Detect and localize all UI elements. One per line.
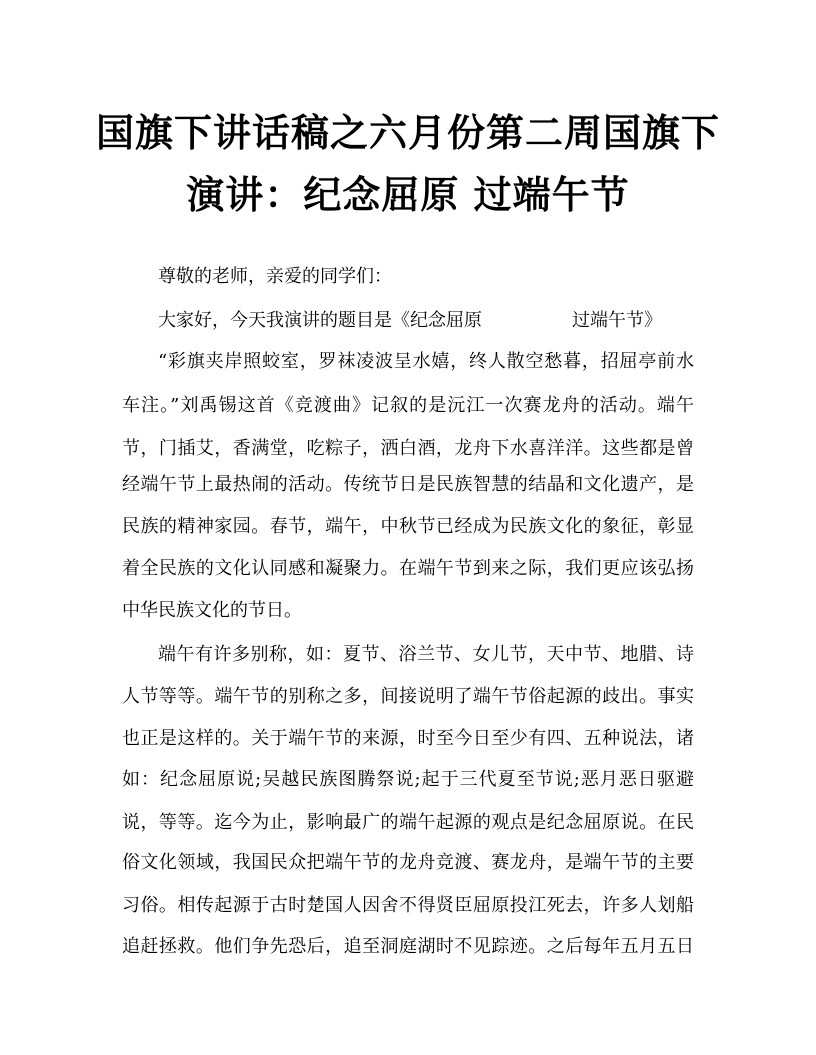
salutation: 尊敬的老师，亲爱的同学们： — [158, 266, 392, 287]
greeting: 大家好，今天我演讲的题目是《纪念屈原 过端午节》 — [158, 310, 662, 331]
paragraph-2-line: 俗文化领域，我国民众把端午节的龙舟竞渡、赛龙舟，是端午节的主要 — [122, 852, 694, 873]
paragraph-1-line: 经端午节上最热闹的活动。传统节日是民族智慧的结晶和文化遗产，是 — [122, 474, 694, 495]
paragraph-2-line: 习俗。相传起源于古时楚国人因舍不得贤臣屈原投江死去，许多人划船 — [122, 895, 694, 916]
paragraph-2-line: 追赶拯救。他们争先恐后，追至洞庭湖时不见踪迹。之后每年五月五日 — [122, 936, 694, 957]
paragraph-1-line: “彩旗夹岸照蛟室，罗袜凌波呈水嬉，终人散空愁暮，招屈亭前水 — [158, 351, 694, 372]
paragraph-1-line: 车注。”刘禹锡这首《竞渡曲》记叙的是沅江一次赛龙舟的活动。端午 — [122, 395, 694, 416]
document-title-line-2: 演讲：纪念屈原 过端午节 — [186, 172, 630, 217]
paragraph-2-line: 也正是这样的。关于端午节的来源，时至今日至少有四、五种说法，诸 — [122, 728, 694, 749]
paragraph-1-line: 节，门插艾，香满堂，吃粽子，洒白酒，龙舟下水喜洋洋。这些都是曾 — [122, 438, 694, 459]
document-title-line-1: 国旗下讲话稿之六月份第二周国旗下 — [95, 110, 720, 155]
paragraph-1-line: 民族的精神家园。春节，端午，中秋节已经成为民族文化的象征，彰显 — [122, 516, 694, 537]
paragraph-2-line: 如：纪念屈原说;吴越民族图腾祭说;起于三代夏至节说;恶月恶日驱避 — [122, 769, 694, 790]
paragraph-1-line: 着全民族的文化认同感和凝聚力。在端午节到来之际，我们更应该弘扬 — [122, 558, 694, 579]
paragraph-2-line: 说，等等。迄今为止，影响最广的端午起源的观点是纪念屈原说。在民 — [122, 812, 694, 833]
paragraph-1-line: 中华民族文化的节日。 — [122, 600, 302, 621]
paragraph-2-line: 人节等等。端午节的别称之多，间接说明了端午节俗起源的歧出。事实 — [122, 686, 694, 707]
paragraph-2-line: 端午有许多别称，如：夏节、浴兰节、女儿节，天中节、地腊、诗 — [158, 644, 694, 665]
